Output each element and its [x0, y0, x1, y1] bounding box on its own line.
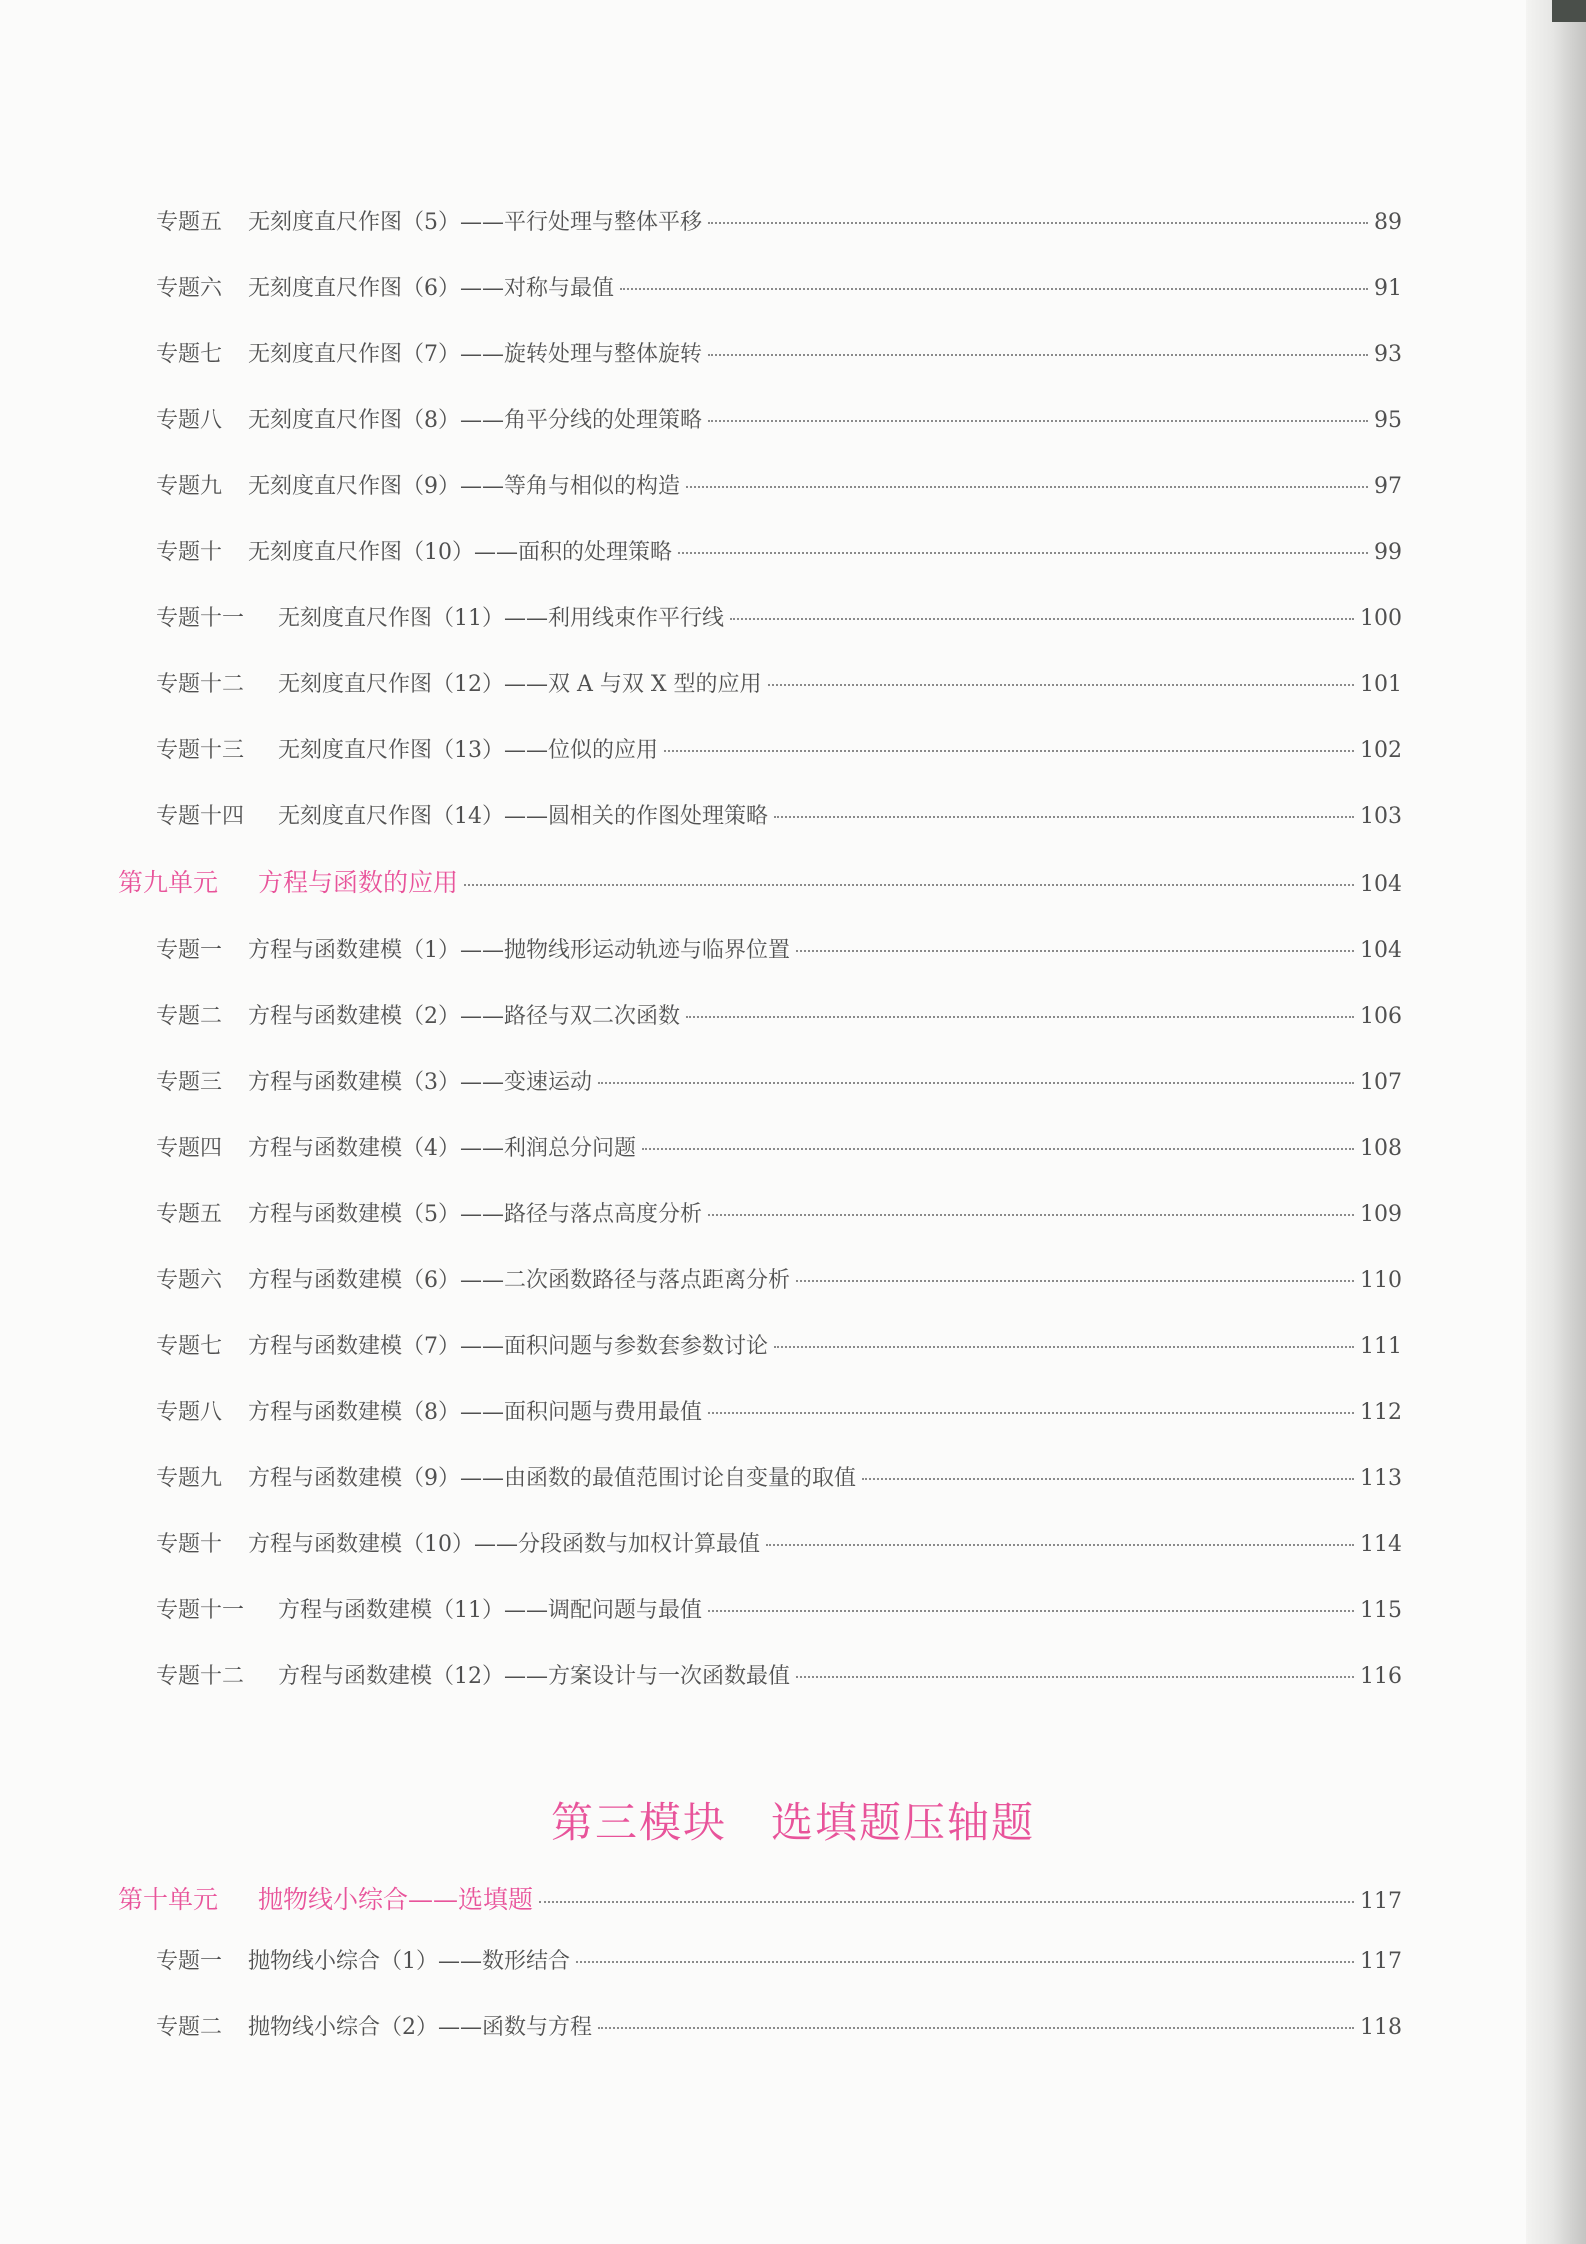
topic-title: 方程与函数建模（12）——方案设计与一次函数最值: [278, 1664, 790, 1689]
page-number: 110: [1360, 1268, 1402, 1293]
page-number: 106: [1360, 1004, 1402, 1029]
topic-number: 专题一: [156, 1949, 223, 1974]
dot-leader: [464, 884, 1354, 886]
page-number: 112: [1360, 1400, 1402, 1425]
toc-entry[interactable]: [156, 999, 1402, 1030]
page-number: 117: [1360, 1889, 1402, 1914]
topic-number: 专题五: [156, 1202, 223, 1227]
dot-leader: [686, 486, 1368, 488]
dot-leader: [708, 222, 1368, 224]
topic-number: 专题六: [156, 276, 223, 301]
toc-entry[interactable]: [156, 1131, 1402, 1162]
topic-number: 专题十二: [156, 672, 245, 697]
dot-leader: [796, 1280, 1354, 1282]
page-number: 99: [1374, 540, 1402, 565]
topic-title: 无刻度直尺作图（7）——旋转处理与整体旋转: [248, 342, 702, 367]
topic-number: 专题十: [156, 1532, 223, 1557]
toc-entry[interactable]: [156, 1527, 1402, 1558]
topic-number: 专题十二: [156, 1664, 245, 1689]
page-number: 114: [1360, 1532, 1402, 1557]
topic-title: 方程与函数建模（5）——路径与落点高度分析: [248, 1202, 702, 1227]
toc-entry[interactable]: [156, 535, 1402, 566]
topic-title: 方程与函数建模（9）——由函数的最值范围讨论自变量的取值: [248, 1466, 856, 1491]
unit-title: 抛物线小综合——选填题: [258, 1885, 534, 1914]
dot-leader: [774, 816, 1354, 818]
unit-number: 第十单元: [118, 1885, 219, 1914]
toc-entry[interactable]: [156, 337, 1402, 368]
topic-title: 方程与函数建模（11）——调配问题与最值: [278, 1598, 702, 1623]
dot-leader: [620, 288, 1368, 290]
dot-leader: [766, 1544, 1354, 1546]
topic-title: 方程与函数建模（3）——变速运动: [248, 1070, 592, 1095]
toc-entry[interactable]: [156, 1659, 1402, 1690]
dot-leader: [708, 1412, 1354, 1414]
page-number: 104: [1360, 872, 1402, 897]
topic-number: 专题十四: [156, 804, 245, 829]
topic-number: 专题三: [156, 1070, 223, 1095]
toc-entry[interactable]: [156, 2010, 1402, 2041]
topic-number: 专题十一: [156, 1598, 245, 1623]
topic-number: 专题十三: [156, 738, 245, 763]
page-number: 116: [1360, 1664, 1402, 1689]
topic-number: 专题六: [156, 1268, 223, 1293]
topic-number: 专题七: [156, 342, 223, 367]
toc-entry[interactable]: [156, 933, 1402, 964]
dot-leader: [796, 1676, 1354, 1678]
dot-leader: [708, 420, 1368, 422]
page-number: 111: [1360, 1334, 1402, 1359]
toc-entry[interactable]: [156, 469, 1402, 500]
topic-title: 方程与函数建模（2）——路径与双二次函数: [248, 1004, 680, 1029]
dot-leader: [708, 1214, 1354, 1216]
topic-title: 无刻度直尺作图（12）——双 A 与双 X 型的应用: [278, 672, 762, 697]
dot-leader: [664, 750, 1354, 752]
toc-entry[interactable]: [156, 1263, 1402, 1294]
page-number: 91: [1374, 276, 1402, 301]
topic-title: 方程与函数建模（7）——面积问题与参数套参数讨论: [248, 1334, 768, 1359]
topic-title: 抛物线小综合（2）——函数与方程: [248, 2015, 592, 2040]
module-title: 第三模块 选填题压轴题: [550, 1798, 1035, 1847]
dot-leader: [642, 1148, 1354, 1150]
page-number: 109: [1360, 1202, 1402, 1227]
page-number: 89: [1374, 210, 1402, 235]
toc-entry[interactable]: [156, 1065, 1402, 1096]
topic-title: 方程与函数建模（6）——二次函数路径与落点距离分析: [248, 1268, 790, 1293]
toc-entry[interactable]: [156, 1329, 1402, 1360]
toc-entry[interactable]: [156, 1395, 1402, 1426]
toc-entry[interactable]: [156, 799, 1402, 830]
topic-number: 专题五: [156, 210, 223, 235]
toc-entry[interactable]: [156, 1197, 1402, 1228]
toc-entry[interactable]: [156, 667, 1402, 698]
topic-title: 无刻度直尺作图（6）——对称与最值: [248, 276, 614, 301]
topic-title: 无刻度直尺作图（14）——圆相关的作图处理策略: [278, 804, 768, 829]
dot-leader: [730, 618, 1354, 620]
topic-title: 抛物线小综合（1）——数形结合: [248, 1949, 570, 1974]
page-number: 101: [1360, 672, 1402, 697]
topic-number: 专题七: [156, 1334, 223, 1359]
page-number: 108: [1360, 1136, 1402, 1161]
dot-leader: [598, 2027, 1354, 2029]
topic-title: 方程与函数建模（1）——抛物线形运动轨迹与临界位置: [248, 938, 790, 963]
page-number: 118: [1360, 2015, 1402, 2040]
dot-leader: [686, 1016, 1354, 1018]
page-corner-shadow: [1552, 0, 1586, 22]
dot-leader: [796, 950, 1354, 952]
topic-title: 方程与函数建模（8）——面积问题与费用最值: [248, 1400, 702, 1425]
toc-entry[interactable]: [156, 1461, 1402, 1492]
toc-entry[interactable]: [156, 403, 1402, 434]
topic-title: 无刻度直尺作图（9）——等角与相似的构造: [248, 474, 680, 499]
topic-number: 专题一: [156, 938, 223, 963]
dot-leader: [598, 1082, 1354, 1084]
dot-leader: [774, 1346, 1354, 1348]
dot-leader: [862, 1478, 1354, 1480]
topic-number: 专题十: [156, 540, 223, 565]
topic-number: 专题九: [156, 474, 223, 499]
topic-number: 专题十一: [156, 606, 245, 631]
topic-number: 专题八: [156, 408, 223, 433]
dot-leader: [708, 354, 1368, 356]
topic-number: 专题二: [156, 2015, 223, 2040]
dot-leader: [576, 1961, 1354, 1963]
dot-leader: [768, 684, 1354, 686]
unit-number: 第九单元: [118, 868, 219, 897]
topic-title: 方程与函数建模（10）——分段函数与加权计算最值: [248, 1532, 760, 1557]
page-number: 100: [1360, 606, 1402, 631]
unit-title: 方程与函数的应用: [258, 868, 459, 897]
page-number: 97: [1374, 474, 1402, 499]
page-number: 117: [1360, 1949, 1402, 1974]
page-binding-edge: [1526, 0, 1586, 2244]
topic-number: 专题八: [156, 1400, 223, 1425]
page-number: 93: [1374, 342, 1402, 367]
topic-title: 方程与函数建模（4）——利润总分问题: [248, 1136, 636, 1161]
topic-title: 无刻度直尺作图（8）——角平分线的处理策略: [248, 408, 702, 433]
dot-leader: [708, 1610, 1354, 1612]
unit-heading[interactable]: [118, 863, 1402, 899]
page-number: 107: [1360, 1070, 1402, 1095]
topic-number: 专题四: [156, 1136, 223, 1161]
dot-leader: [539, 1901, 1354, 1903]
topic-title: 无刻度直尺作图（5）——平行处理与整体平移: [248, 210, 702, 235]
topic-number: 专题二: [156, 1004, 223, 1029]
page-number: 102: [1360, 738, 1402, 763]
toc-entry[interactable]: [156, 601, 1402, 632]
toc-entry[interactable]: [156, 271, 1402, 302]
unit-heading[interactable]: [118, 1880, 1402, 1916]
page-number: 115: [1360, 1598, 1402, 1623]
page-number: 113: [1360, 1466, 1402, 1491]
toc-entry[interactable]: [156, 733, 1402, 764]
page-number: 95: [1374, 408, 1402, 433]
topic-title: 无刻度直尺作图（11）——利用线束作平行线: [278, 606, 724, 631]
topic-title: 无刻度直尺作图（13）——位似的应用: [278, 738, 658, 763]
toc-entry[interactable]: [156, 1593, 1402, 1624]
topic-number: 专题九: [156, 1466, 223, 1491]
topic-title: 无刻度直尺作图（10）——面积的处理策略: [248, 540, 672, 565]
dot-leader: [678, 552, 1368, 554]
page-number: 103: [1360, 804, 1402, 829]
page-number: 104: [1360, 938, 1402, 963]
toc-entry[interactable]: [156, 205, 1402, 236]
toc-entry[interactable]: [156, 1944, 1402, 1975]
